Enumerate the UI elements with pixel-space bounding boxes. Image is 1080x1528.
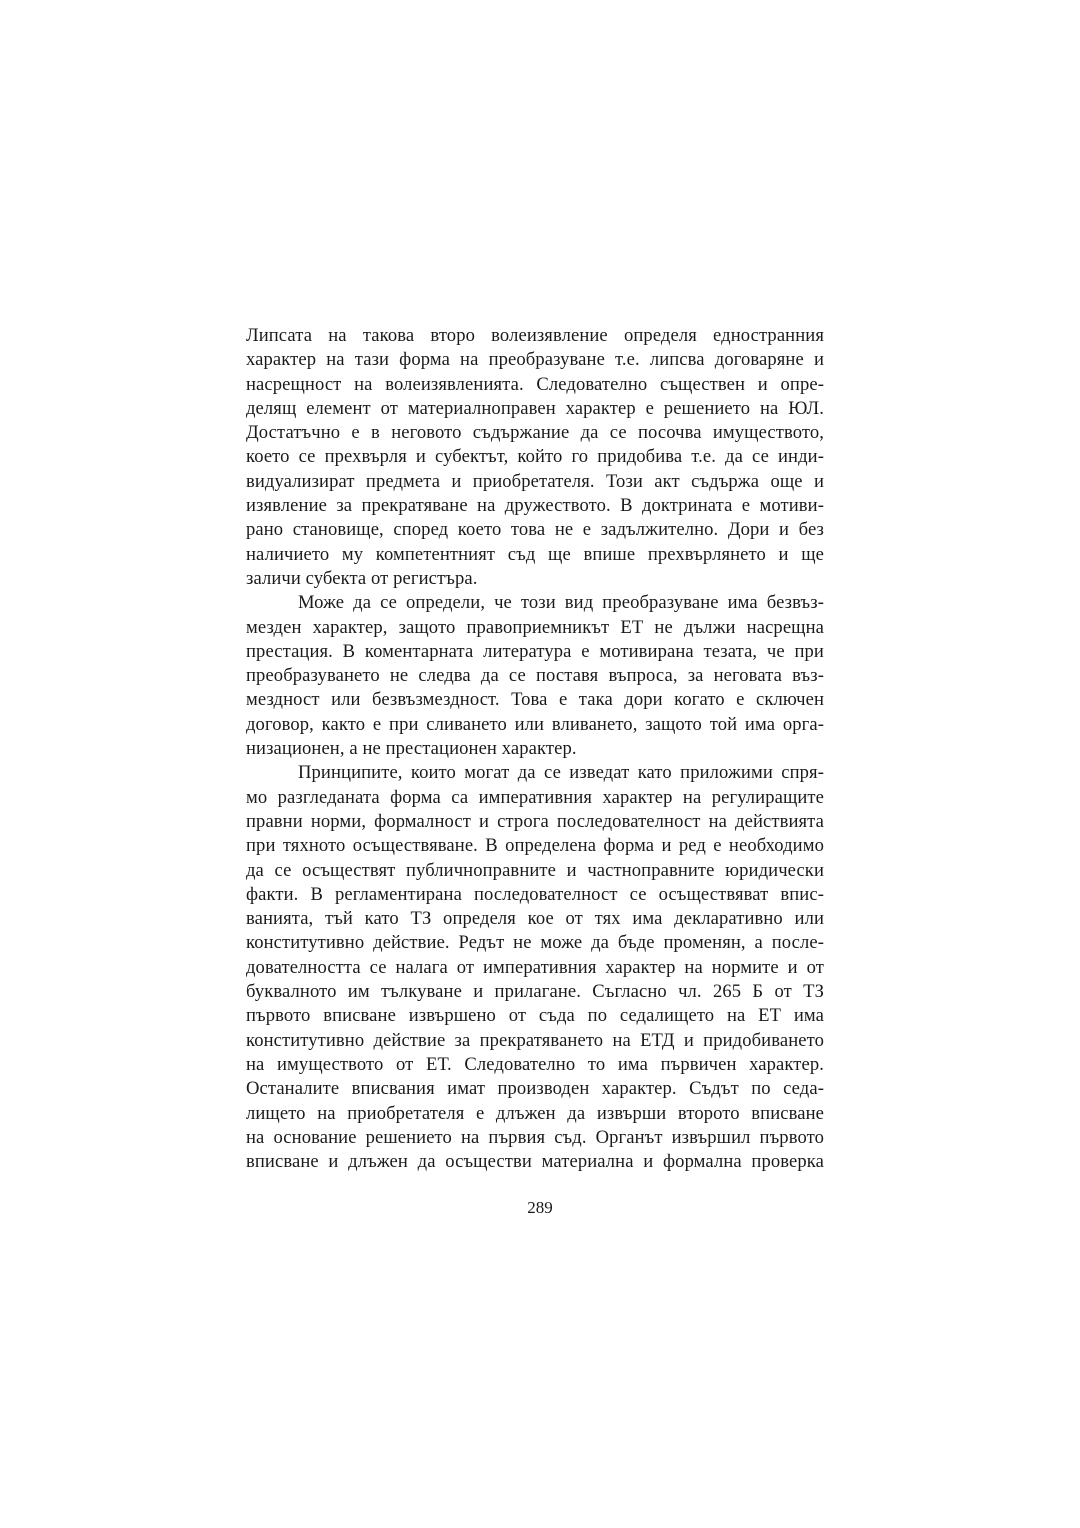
text-line: да се осъществят публичноправните и частноправните юридически (246, 859, 824, 881)
text-line: дователността се налага от императивния характер на нормите и от (246, 956, 824, 978)
text-line: Принципите, които могат да се изведат като приложими спря- (298, 762, 824, 784)
text-line: преобразуването не следва да се поставя въпроса, за неговата въз- (246, 665, 824, 687)
text-line: заличи субекта от регистъра. (246, 567, 478, 589)
text-line: Останалите вписвания имат производен характер. Съдът по седа- (246, 1078, 824, 1100)
text-line: мездност или безвъзмездност. Това е така дори когато е сключен (246, 689, 824, 711)
text-line: на основание решението на първия съд. Органът извършил първото (246, 1126, 824, 1148)
text-line: първото вписване извършено от съда по седалището на ЕТ има (246, 1005, 824, 1027)
text-line: договор, както е при сливането или вливането, защото той има орга- (246, 713, 824, 735)
page-number: 289 (527, 1198, 553, 1217)
text-line: престация. В коментарната литература е мотивирана тезата, че при (246, 640, 824, 662)
body-text (246, 324, 824, 1174)
text-line: Достатъчно е в неговото съдържание да се посочва имуществото, (246, 422, 824, 444)
text-line: на имуществото от ЕТ. Следователно то има първичен характер. (246, 1053, 824, 1075)
text-line: изявление за прекратяване на дружеството. В доктрината е мотиви- (246, 495, 824, 517)
text-line: ванията, тъй като ТЗ определя кое от тях има декларативно или (246, 908, 824, 930)
text-line: Може да се определи, че този вид преобразуване има безвъз- (298, 592, 824, 614)
paragraph (246, 324, 824, 591)
text-line: лището на приобретателя е длъжен да извърши второто вписване (246, 1102, 824, 1124)
text-line: видуализират предмета и приобретателя. Този акт съдържа още и (246, 470, 824, 492)
text-line: Липсата на такова второ волеизявление определя едностранния (246, 325, 824, 346)
text-line: при тяхното осъществяване. В определена форма и ред е необходимо (246, 835, 824, 857)
text-line: рано становище, според което това не е задължително. Дори и без (246, 519, 824, 541)
paragraph (246, 761, 824, 1174)
text-line: правни норми, формалност и строга последователност на действията (246, 810, 824, 832)
text-line: мо разгледаната форма са императивния характер на регулиращите (246, 786, 824, 808)
text-line: наличието му компетентният съд ще впише прехвърлянето и ще (246, 543, 824, 565)
text-line: конститутивно действие за прекратяването на ЕТД и придобиването (246, 1029, 824, 1051)
text-line: факти. В регламентирана последователност се осъществяват впис- (246, 883, 824, 905)
text-line: мезден характер, защото правоприемникът ЕТ не дължи насрещна (246, 616, 824, 638)
text-line: което се прехвърля и субектът, който го придобива т.е. да се инди- (246, 446, 824, 468)
paragraph (246, 591, 824, 761)
text-line: низационен, а не престационен характер. (246, 738, 577, 760)
text-line: характер на тази форма на преобразуване т.е. липсва договаряне и (246, 349, 824, 371)
text-line: насрещност на волеизявленията. Следователно съществен и опре- (246, 373, 824, 395)
text-line: вписване и длъжен да осъществи материална и формална проверка (246, 1151, 824, 1173)
text-line: конститутивно действие. Редът не може да бъде променян, а после- (246, 932, 824, 954)
text-line: буквалното им тълкуване и прилагане. Съгласно чл. 265 Б от ТЗ (246, 981, 824, 1003)
text-line: делящ елемент от материалноправен характер е решението на ЮЛ. (246, 397, 824, 419)
